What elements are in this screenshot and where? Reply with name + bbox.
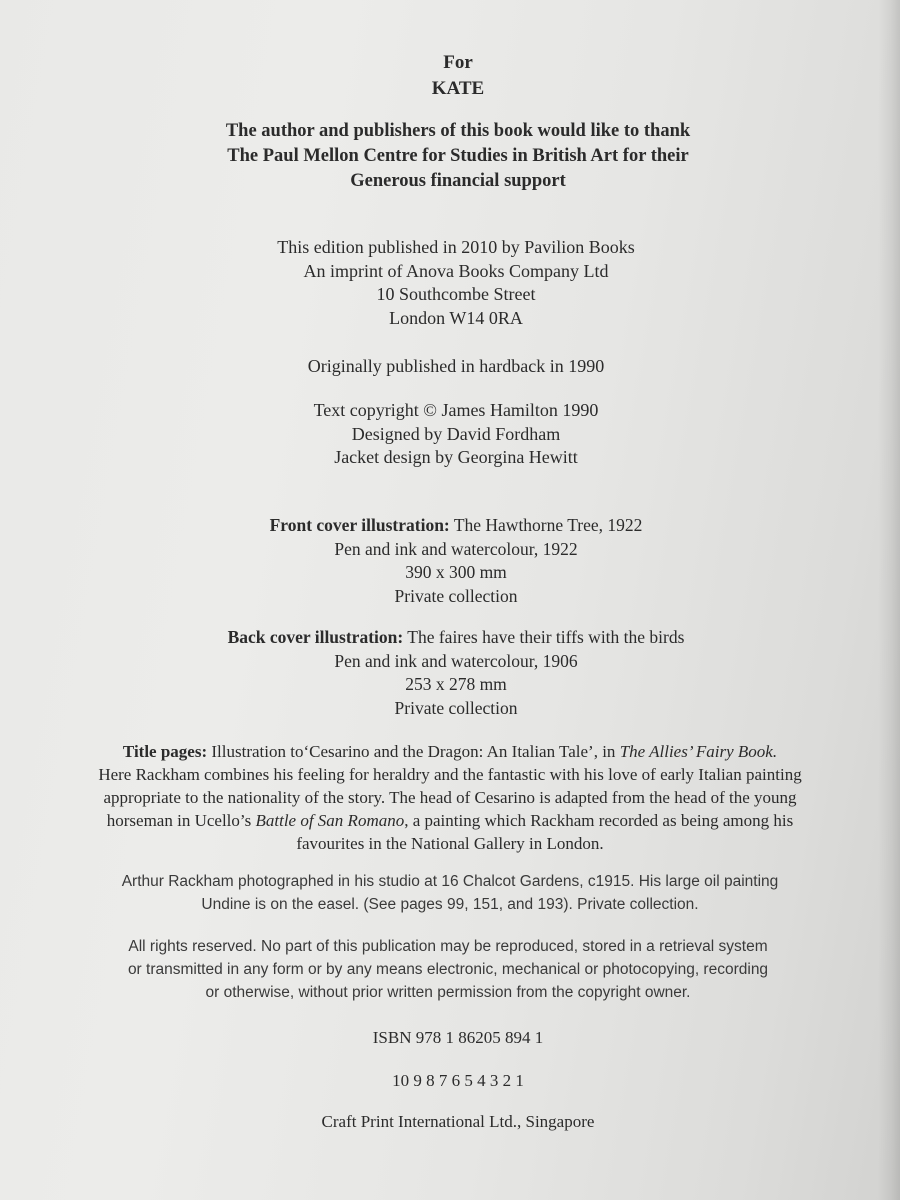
rights-line-1: All rights reserved. No part of this publication may be reproduced, stored in a retrieval system — [128, 938, 768, 955]
print-line — [8, 1070, 900, 1092]
edition-line-2: An imprint of Anova Books Company Ltd — [303, 260, 609, 281]
title-pages-credit — [10, 740, 890, 855]
title-pages-line-4 — [10, 809, 890, 832]
photo-caption-line-2: Undine is on the easel. (See pages 99, 151, and 193). Private collection. — [201, 896, 699, 913]
back-cover-label: Back cover illustration: — [227, 627, 404, 647]
title-pages-line-1 — [10, 740, 890, 763]
edition-line-1: This edition published in 2010 by Pavilion Books — [277, 237, 635, 257]
title-pages-line-3: appropriate to the nationality of the story. The head of Cesarino is adapted from the head of the young — [103, 788, 797, 807]
title-pages-line-5: favourites in the National Gallery in London. — [296, 834, 604, 853]
photo-caption-line-1: Arthur Rackham photographed in his studio at 16 Chalcot Gardens, c1915. His large oil painting — [121, 873, 779, 890]
title-pages-line-2: Here Rackham combines his feeling for heraldry and the fantastic with his love of early Italian painting — [98, 765, 802, 784]
back-cover-credit — [6, 626, 900, 720]
rights-line-2: or transmitted in any form or by any means electronic, mechanical or photocopying, recording — [127, 961, 769, 978]
front-cover-size: 390 x 300 mm — [405, 562, 507, 582]
print-number: 10 9 8 7 6 5 4 3 2 1 — [392, 1071, 524, 1090]
edition-line-3: 10 Southcombe Street — [376, 284, 536, 304]
dedication-name: KATE — [431, 78, 485, 99]
printer-credit — [8, 1111, 900, 1133]
back-cover-title: The faires have their tiffs with the birds — [403, 627, 685, 647]
back-cover-heading — [6, 626, 900, 650]
isbn-text: ISBN 978 1 86205 894 1 — [372, 1028, 544, 1047]
printer-text: Craft Print International Ltd., Singapore — [321, 1112, 595, 1131]
original-publication — [6, 354, 900, 378]
back-cover-medium: Pen and ink and watercolour, 1906 — [334, 650, 578, 671]
photo-caption — [10, 870, 890, 916]
edition-info — [6, 236, 900, 330]
title-pages-painting-title: Battle of San Romano — [255, 811, 405, 830]
acknowledgement-line-3: Generous financial support — [350, 171, 566, 191]
front-cover-collection: Private collection — [394, 585, 518, 606]
acknowledgement — [8, 119, 900, 194]
credits — [6, 399, 900, 470]
front-cover-title: The Hawthorne Tree, 1922 — [449, 515, 643, 535]
title-pages-text: Illustration to‘Cesarino and the Dragon: An Italian Tale’, in — [207, 742, 620, 761]
jacket-credit: Jacket design by Georgina Hewitt — [334, 447, 578, 467]
back-cover-collection: Private collection — [394, 697, 518, 718]
text-copyright: Text copyright © James Hamilton 1990 — [313, 400, 599, 420]
title-pages-label: Title pages: — [122, 742, 208, 761]
designer-credit: Designed by David Fordham — [351, 423, 561, 444]
rights-notice — [8, 935, 888, 1004]
acknowledgement-line-1: The author and publishers of this book would like to thank — [225, 121, 691, 141]
isbn — [8, 1027, 900, 1049]
front-cover-medium: Pen and ink and watercolour, 1922 — [334, 538, 578, 559]
dedication — [8, 50, 900, 102]
original-publication-text: Originally published in hardback in 1990 — [307, 356, 605, 376]
rights-line-3: or otherwise, without prior written permission from the copyright owner. — [205, 984, 691, 1001]
front-cover-heading — [6, 514, 900, 538]
front-cover-credit — [6, 514, 900, 608]
acknowledgement-line-2: The Paul Mellon Centre for Studies in British Art for their — [227, 146, 689, 166]
edition-line-4: London W14 0RA — [389, 307, 523, 328]
front-cover-label: Front cover illustration: — [269, 515, 450, 535]
dedication-for: For — [443, 52, 473, 73]
title-pages-l4-b: , a painting which Rackham recorded as being among his — [404, 811, 794, 830]
title-pages-l4-a: horseman in Ucello’s — [106, 811, 256, 830]
title-pages-book-title: The Allies’ Fairy Book. — [619, 742, 778, 761]
back-cover-size: 253 x 278 mm — [405, 674, 507, 694]
